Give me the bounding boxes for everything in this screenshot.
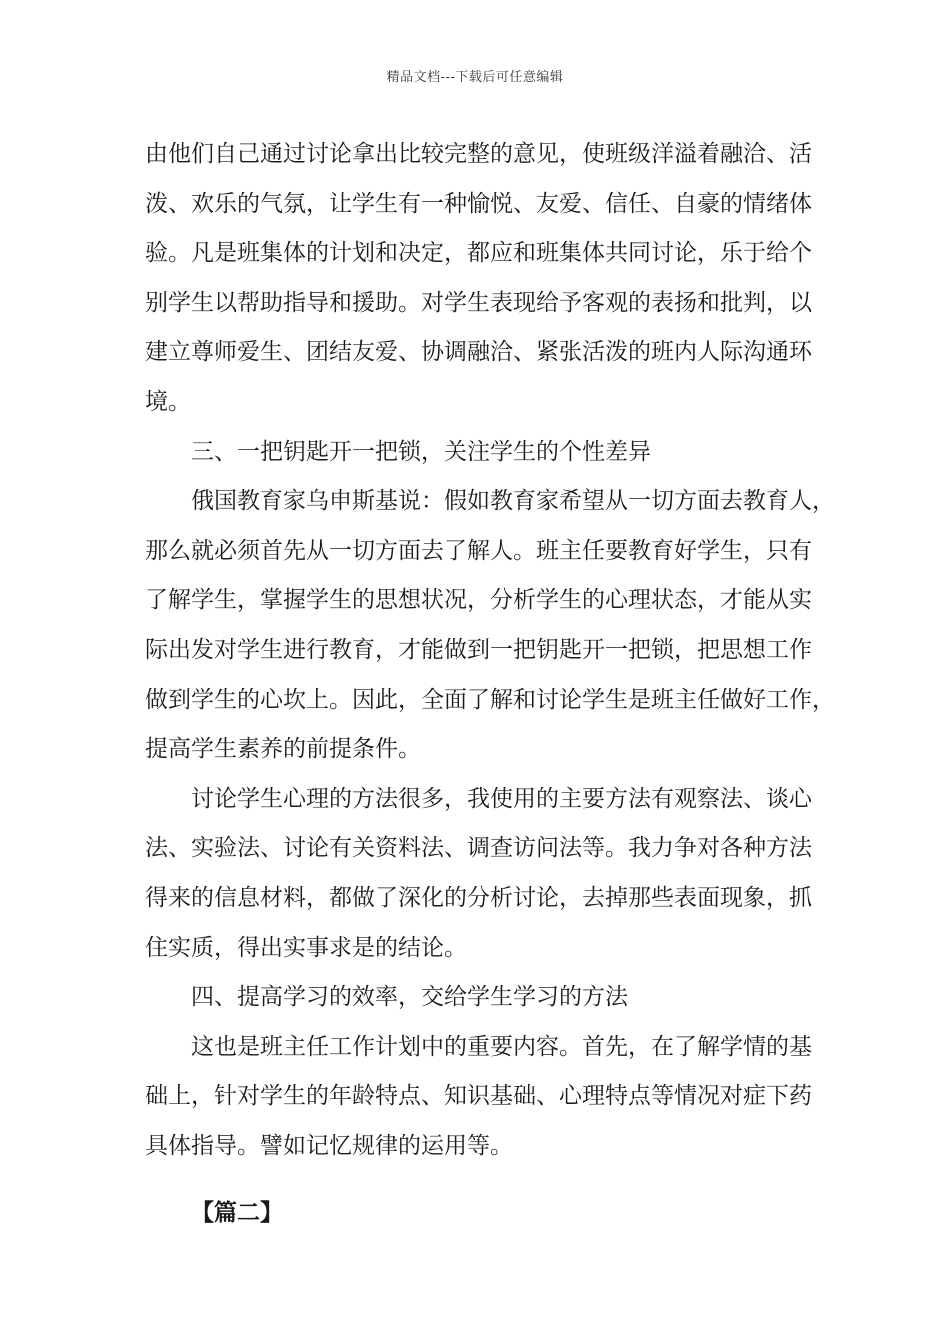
text-line: 由他们自己通过讨论拿出比较完整的意见，使班级洋溢着融洽、活 xyxy=(145,141,812,167)
text-line: 具体指导。譬如记忆规律的运用等。 xyxy=(145,1132,513,1159)
section-heading: 三、一把钥匙开一把锁，关注学生的个性差异 xyxy=(191,438,651,465)
text-line: 得来的信息材料，都做了深化的分析讨论，去掉那些表面现象，抓 xyxy=(145,884,812,911)
text-line: 住实质，得出实事求是的结论。 xyxy=(145,934,467,961)
section-marker: 【篇二】 xyxy=(191,1199,283,1227)
text-line: 讨论学生心理的方法很多，我使用的主要方法有观察法、谈心 xyxy=(191,785,812,812)
text-line: 验。凡是班集体的计划和决定，都应和班集体共同讨论，乐于给个 xyxy=(145,240,812,267)
text-line: 别学生以帮助指导和援助。对学生表现给予客观的表扬和批判，以 xyxy=(145,289,812,316)
body-text xyxy=(145,130,835,1243)
text-line: 法、实验法、讨论有关资料法、调查访问法等。我力争对各种方法 xyxy=(145,835,812,862)
text-line: 建立尊师爱生、团结友爱、协调融洽、紧张活泼的班内人际沟通环 xyxy=(145,339,812,366)
text-line: 提高学生素养的前提条件。 xyxy=(145,736,421,763)
text-line: 这也是班主任工作计划中的重要内容。首先，在了解学情的基 xyxy=(191,1033,812,1060)
page-header: 精品文档---下载后可任意编辑 xyxy=(386,70,564,85)
text-line: 境。 xyxy=(145,388,191,415)
text-line: 做到学生的心坎上。因此，全面了解和讨论学生是班主任做好工作， xyxy=(145,686,835,713)
text-line: 础上，针对学生的年龄特点、知识基础、心理特点等情况对症下药 xyxy=(145,1083,812,1110)
text-line: 俄国教育家乌申斯基说：假如教育家希望从一切方面去教育人， xyxy=(191,488,835,515)
text-line: 那么就必须首先从一切方面去了解人。班主任要教育好学生，只有 xyxy=(145,537,812,564)
text-line: 泼、欢乐的气氛，让学生有一种愉悦、友爱、信任、自豪的情绪体 xyxy=(145,190,812,217)
section-heading: 四、提高学习的效率，交给学生学习的方法 xyxy=(191,984,628,1011)
text-line: 了解学生，掌握学生的思想状况，分析学生的心理状态，才能从实 xyxy=(145,587,812,614)
text-line: 际出发对学生进行教育，才能做到一把钥匙开一把锁，把思想工作 xyxy=(145,636,812,663)
